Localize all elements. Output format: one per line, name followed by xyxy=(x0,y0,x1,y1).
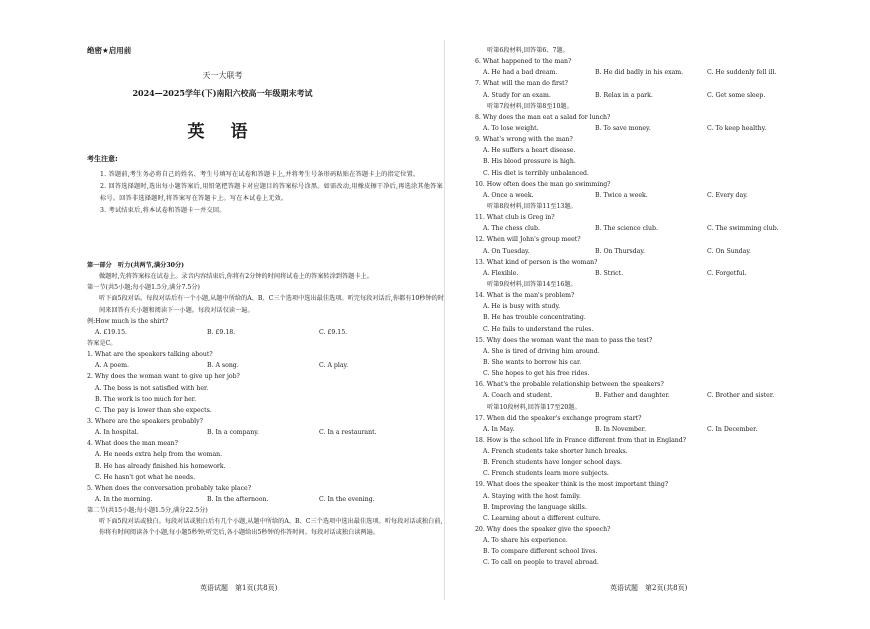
option-row xyxy=(475,246,870,257)
option-a: A. The chess club. xyxy=(483,225,540,233)
question-stem: 6. What happened to the man? xyxy=(475,58,572,66)
option-c: C. A play. xyxy=(319,362,349,370)
option-row xyxy=(87,360,445,371)
option-c: C. Learning about a different culture. xyxy=(483,514,601,522)
question-stem: 4. What does the man mean? xyxy=(87,440,178,448)
option-row xyxy=(475,268,870,279)
option-a: A. Coach and student. xyxy=(483,392,553,400)
option-b: B. Twice a week. xyxy=(595,191,648,199)
question-stem: 10. How often does the man go swimming? xyxy=(475,180,611,188)
option-c: C. He suddenly fell ill. xyxy=(707,69,777,77)
option-a: A. He had a bad dream. xyxy=(483,69,558,77)
section1-title: 第一节(共5小题;每小题1.5分,满分7.5分) xyxy=(87,284,200,292)
option-a: A. Once a week. xyxy=(483,191,534,199)
option-c: C. £9.15. xyxy=(319,328,348,336)
question-stem: 5. When does the conversation probably take place? xyxy=(87,484,252,492)
page-footer: 英语试题 第2页(共8页) xyxy=(610,584,688,592)
notes-list xyxy=(100,169,445,217)
option-c: C. Get some sleep. xyxy=(707,91,766,99)
option-b: B. On Thursday. xyxy=(595,247,646,255)
option-c: C. Forgetful. xyxy=(707,269,747,277)
option-c: C. The swimming club. xyxy=(707,225,779,233)
option-b: B. Relax in a park. xyxy=(595,91,653,99)
option-b: B. Improving the language skills. xyxy=(483,503,587,511)
listening-section2-questions xyxy=(475,45,870,569)
option-a: A. To share his experience. xyxy=(483,537,568,545)
option-c: C. In the evening. xyxy=(319,496,375,503)
section1-questions xyxy=(87,349,445,505)
question-stem: 3. Where are the speakers probably? xyxy=(87,418,203,426)
question-stem: 17. When did the speaker's exchange program start? xyxy=(475,414,642,422)
option-row xyxy=(475,90,870,101)
option-c: C. In a restaurant. xyxy=(319,429,377,437)
option-a: A. To lose weight. xyxy=(483,124,539,132)
example-options xyxy=(87,327,445,338)
option-b: B. He did badly in his exam. xyxy=(595,69,684,77)
option-a: A. A poem. xyxy=(95,362,130,370)
question-stem: 20. Why does the speaker give the speech? xyxy=(475,526,611,534)
option-b: B. In a company. xyxy=(207,429,259,437)
option-a: A. In the morning. xyxy=(95,496,153,503)
question-stem: 19. What does the speaker think is the most important thing? xyxy=(475,481,669,489)
option-a: A. She is tired of driving him around. xyxy=(483,347,600,355)
option-b: B. To compare different school lives. xyxy=(483,548,598,556)
page-2 xyxy=(445,0,870,629)
option-c: C. She hopes to get his free rides. xyxy=(483,370,590,378)
option-b: B. He has trouble concentrating. xyxy=(483,314,586,322)
question-stem: 13. What kind of person is the woman? xyxy=(475,258,598,266)
option-b: B. The science club. xyxy=(595,225,658,233)
option-a: A. Staying with the host family. xyxy=(483,492,581,500)
option-b: B. Father and daughter. xyxy=(595,392,670,400)
note-item: 2. 回答选择题时,选出每小题答案后,用铅笔把答题卡对应题目的答案标号涂黑。如需改动,用橡皮擦干净后,再选涂其他答案标号。回答非选择题时,将答案写在答题卡上。写在本试卷上无效。 xyxy=(100,183,443,202)
material-header: 听第8段材料,回答第11至13题。 xyxy=(487,202,577,210)
option-b: B. French students have longer school days. xyxy=(483,459,623,467)
option-b: B. In the afternoon. xyxy=(207,496,269,503)
question-stem: 7. What will the man do first? xyxy=(475,80,568,88)
section2-title: 第二节(共15小题;每小题1.5分,满分22.5分) xyxy=(87,507,208,515)
option-row xyxy=(475,123,870,134)
example-question: 例:How much is the shirt? xyxy=(87,317,169,325)
option-a: A. French students take shorter lunch breaks. xyxy=(483,448,628,456)
option-row xyxy=(475,190,870,201)
option-b: B. His blood pressure is high. xyxy=(483,158,576,166)
option-c: C. To call on people to travel abroad. xyxy=(483,559,599,567)
question-stem: 16. What's the probable relationship between the speakers? xyxy=(475,381,664,389)
notes-title: 考生注意: xyxy=(87,155,118,163)
option-row xyxy=(475,67,870,78)
option-a: A. Flexible. xyxy=(483,269,519,277)
note-item: 3. 考试结束后,将本试卷和答题卡一并交回。 xyxy=(100,207,226,214)
option-row xyxy=(87,427,445,438)
option-a: A. The boss is not satisfied with her. xyxy=(95,384,209,392)
option-b: B. To save money. xyxy=(595,124,651,132)
option-c: C. On Sunday. xyxy=(707,247,751,255)
option-a: A. He suffers a heart disease. xyxy=(483,147,576,155)
option-b: B. In November. xyxy=(595,425,646,433)
option-a: A. Study for an exam. xyxy=(483,91,551,99)
question-stem: 1. What are the speakers talking about? xyxy=(87,351,213,359)
question-stem: 18. How is the school life in France different from that in England? xyxy=(475,436,687,444)
option-row xyxy=(475,424,870,435)
option-b: B. The work is too much for her. xyxy=(95,395,197,403)
option-c: C. His diet is terribly unbalanced. xyxy=(483,169,589,177)
material-header: 听第9段材料,回答第14至16题。 xyxy=(487,280,577,288)
exam-title: 2024—2025学年(下)南阳六校高一年级期末考试 xyxy=(132,88,313,98)
subject-title: 英 语 xyxy=(187,122,258,142)
material-header: 听第7段材料,回答第8至10题。 xyxy=(487,102,573,110)
option-c: C. Every day. xyxy=(707,191,748,199)
part1-intro: 做题时,先将答案标在试卷上。录音内容结束后,你将有2分钟的时间将试卷上的答案转涂到答题卡上。 xyxy=(99,273,373,281)
example-answer: 答案是C。 xyxy=(87,340,117,348)
option-a: A. He is busy with study. xyxy=(483,303,561,311)
material-header: 听第10段材料,回答第17至20题。 xyxy=(487,403,581,411)
option-a: A. £19.15. xyxy=(95,328,128,336)
listening-part xyxy=(87,260,445,539)
option-c: C. In December. xyxy=(707,425,758,433)
question-stem: 9. What's wrong with the man? xyxy=(475,136,573,144)
question-stem: 2. Why does the woman want to give up her job? xyxy=(87,373,240,381)
option-row xyxy=(475,223,870,234)
option-b: B. £9.18. xyxy=(207,328,236,336)
option-a: A. In hospital. xyxy=(95,429,139,437)
question-stem: 12. When will John's group meet? xyxy=(475,236,581,244)
confidential-mark: 绝密★启用前 xyxy=(87,46,132,55)
option-c: C. Brother and sister. xyxy=(707,392,775,400)
option-b: B. A song. xyxy=(207,362,239,370)
option-c: C. To keep healthy. xyxy=(707,124,767,132)
option-c: C. The pay is lower than she expects. xyxy=(95,406,212,414)
option-b: B. She wants to borrow his car. xyxy=(483,358,582,366)
question-stem: 14. What is the man's problem? xyxy=(475,292,575,300)
option-row xyxy=(475,390,870,401)
option-b: B. He has already finished his homework. xyxy=(95,462,226,470)
question-stem: 8. Why does the man eat a salad for lunch? xyxy=(475,113,611,121)
option-a: A. In May. xyxy=(483,425,515,433)
option-a: A. On Tuesday. xyxy=(483,247,530,255)
part1-title: 第一部分 听力(共两节,满分30分) xyxy=(87,262,185,269)
page-footer: 英语试题 第1页(共8页) xyxy=(200,584,278,592)
option-a: A. He needs extra help from the woman. xyxy=(95,451,223,459)
question-stem: 11. What club is Greg in? xyxy=(475,214,555,222)
option-c: C. He fails to understand the rules. xyxy=(483,325,594,333)
exam-organizer: 天一大联考 xyxy=(202,71,243,80)
section1-intro: 听下面5段对话。每段对话后有一个小题,从题中所给的A、B、C三个选项中选出最佳选项。听完每段对话后,你都有10秒钟的时间来回答有关小题和阅读下一小题。每段对话仅读一遍。 xyxy=(99,295,445,314)
material-header: 听第6段材料,回答第6、7题。 xyxy=(487,47,569,54)
option-c: C. French students learn more subjects. xyxy=(483,470,609,478)
note-item: 1. 答题前,考生务必将自己的姓名、考生号填写在试卷和答题卡上,并将考生号条形码粘贴在答题卡上的指定位置。 xyxy=(100,171,420,178)
question-stem: 15. Why does the woman want the man to pass the test? xyxy=(475,336,653,344)
section2-intro: 听下面5段对话或独白。每段对话或独白后有几个小题,从题中所给的A、B、C三个选项中选出最佳选项。听每段对话或独白前,你将有时间阅读各个小题,每小题5秒钟;听完后,各小题给出5秒钟的作答时间。每段对话或独白读两遍。 xyxy=(99,518,443,537)
option-row xyxy=(87,494,445,505)
option-b: B. Strict. xyxy=(595,269,624,277)
option-c: C. He hasn't got what he needs. xyxy=(95,473,196,481)
